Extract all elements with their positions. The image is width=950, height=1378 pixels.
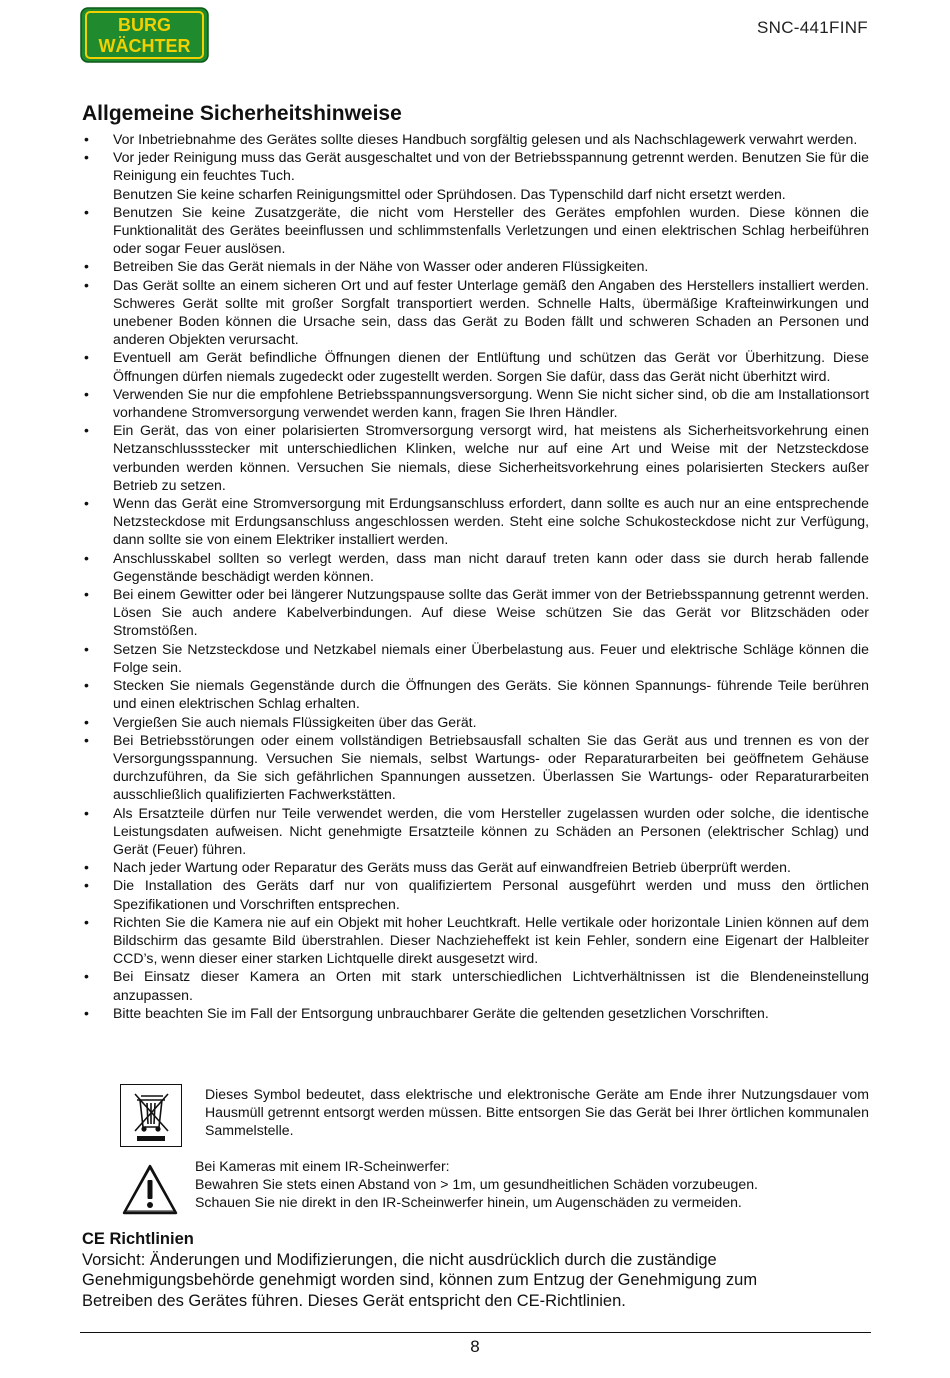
list-item [82,148,869,203]
logo-line-1: BURG [118,15,171,35]
list-item [82,804,869,859]
list-item-text: Nach jeder Wartung oder Reparatur des Geräts muss das Gerät auf einwandfreien Betrieb überprüft werden. [113,859,791,876]
list-item-text: Vor Inbetriebnahme des Gerätes sollte dieses Handbuch sorgfältig gelesen und als Nachschlagewerk verwahrt werden. [113,131,858,147]
list-item-text: Vor jeder Reinigung muss das Gerät ausgeschaltet und von der Betriebsspannung getrennt werden. Benutzen Sie für die Reinigung ein feuchtes Tuch. [113,149,869,184]
list-item-continuation: Benutzen Sie keine scharfen Reinigungsmittel oder Sprühdosen. Das Typenschild darf nicht ersetzt werden. [113,185,786,202]
list-item [82,1004,869,1022]
list-item-text: Betreiben Sie das Gerät niemals in der Nähe von Wasser oder anderen Flüssigkeiten. [113,258,649,275]
list-item [82,640,869,676]
list-item-text: Anschlusskabel sollten so verlegt werden, dass man nicht darauf treten kann oder dass sie durch herab fallende Gegenstände beschädigt werden können. [113,549,869,584]
ir-warning-text [195,1157,875,1212]
list-item-text: Bei einem Gewitter oder bei längerer Nutzungspause sollte das Gerät immer von der Betriebsspannung getrennt werden. Lösen Sie auch andere Kabelverbindungen. Auf diese Weise schützen Sie das Gerät vor Blitzschäden oder Stromstößen. [113,586,869,639]
logo-line-2: WÄCHTER [98,36,191,56]
list-item-text: Vergießen Sie auch niemals Flüssigkeiten über das Gerät. [113,713,477,730]
list-item-text: Als Ersatzteile dürfen nur Teile verwendet werden, die vom Hersteller zugelassen wurden oder solche, die identische Leistungsdaten aufweisen. Nicht genehmigte Ersatzteile können zu Schäden an Personen (elektrischer Schlag) und Gerät (Feuer) führen. [113,804,869,857]
page-number: 8 [470,1337,480,1356]
list-item [82,713,869,731]
list-item [82,257,869,275]
list-item-text: Setzen Sie Netzsteckdose und Netzkabel niemals einer Überbelastung aus. Feuer und elektrische Schläge können die Folge sein. [113,640,869,675]
list-item-text: Das Gerät sollte an einem sicheren Ort und auf fester Unterlage gemäß den Angaben des Herstellers installiert werden. Schweres Gerät sollte mit großer Sorgfalt transportiert werden. Schnelle Halts, übermäßige Krafteinwirkungen und unebener Boden können die Ursache sein, dass das Gerät zu Boden fällt und schweren Schaden an Personen und anderen Objekten verursacht. [113,276,869,348]
model-number: SNC-441FINF [757,18,868,37]
list-item-text: Bitte beachten Sie im Fall der Entsorgung unbrauchbarer Geräte die geltenden gesetzlichen Vorschriften. [113,1004,769,1021]
crossed-out-wheelie-bin-icon [121,1085,181,1146]
list-item [82,549,869,585]
list-item [82,130,869,148]
footer-divider [80,1332,871,1333]
list-item-text: Eventuell am Gerät befindliche Öffnungen dienen der Entlüftung und schützen das Gerät vor Überhitzung. Diese Öffnungen dürfen niemals zugedeckt oder zugestellt werden. Sorgen Sie dafür, dass das Gerät nicht überhitzt wird. [113,349,869,384]
list-item-text: Stecken Sie niemals Gegenstände durch die Öffnungen des Geräts. Sie können Spannungs- führende Teile berühren und einen elektrischen Schlag erhalten. [113,677,869,712]
ce-heading: CE Richtlinien [82,1230,194,1248]
list-item [82,385,869,421]
list-item-text: Die Installation des Geräts darf nur von qualifiziertem Personal ausgeführt werden und muss den örtlichen Spezifikationen und Vorschriften entsprechen. [113,877,869,912]
ir-warning-line-2: Bewahren Sie stets einen Abstand von > 1m, um gesundheitlichen Schäden vorzubeugen. [195,1176,758,1193]
list-item-text: Bei Betriebsstörungen oder einem vollständigen Betriebsausfall schalten Sie das Gerät aus und trennen es von der Versorgungsspannung. Versuchen Sie niemals, selbst Wartungs- oder Reparaturarbeiten bei geöffnetem Gehäuse durchzuführen, da Sie sich gefährlichen Spannungen aussetzen. Überlassen Sie Wartungs- oder Reparaturarbeiten ausschließlich qualifizierten Fachwerkstätten. [113,731,869,803]
warning-triangle-icon [121,1163,179,1216]
ir-warning-line-3: Schauen Sie nie direkt in den IR-Scheinwerfer hinein, um Augenschäden zu vermeiden. [195,1194,742,1211]
list-item [82,913,869,968]
list-item [82,876,869,912]
list-item-text: Richten Sie die Kamera nie auf ein Objekt mit hoher Leuchtkraft. Helle vertikale oder horizontale Linien können auf dem Bildschirm das gesamte Bild überstrahlen. Dieser Nachzieheffekt ist kein Fehler, sondern eine Eigenart der Halbleiter CCD’s, wenn dieser einer starken Lichtquelle direkt ausgesetzt wird. [113,913,869,967]
list-item [82,585,869,640]
list-item [82,494,869,549]
list-item [82,276,869,349]
page-title: Allgemeine Sicherheitshinweise [82,102,402,125]
list-item-text: Benutzen Sie keine Zusatzgeräte, die nicht vom Hersteller des Gerätes empfohlen wurden. Diese können die Funktionalität des Gerätes beeinflussen und schlimmstenfalls Verletzungen und einen elektrischen Schlag herbeiführen oder sogar Feuer auslösen. [113,203,869,257]
weee-disposal-text: Dieses Symbol bedeutet, dass elektrische und elektronische Geräte am Ende ihrer Nutzungsdauer vom Hausmüll getrennt entsorgt werden müssen. Bitte entsorgen Sie das Gerät bei Ihrer örtlichen kommunalen Sammelstelle. [205,1086,869,1139]
weee-symbol [120,1084,182,1147]
safety-instructions-list [82,130,869,1022]
list-item [82,421,869,494]
list-item-text: Ein Gerät, das von einer polarisierten Stromversorgung versorgt wird, hat meistens als Sicherheitsvorkehrung einen Netzanschlussstecker mit unterschiedlichen Klinken, welche nur auf eine Art und Weise mit der Netzsteckdose verbunden werden können. Versuchen Sie niemals, diese Sicherheitsvorkehrung eines polarisierten Steckers außer Betrieb zu setzen. [113,422,869,493]
ce-text: Vorsicht: Änderungen und Modifizierungen, die nicht ausdrücklich durch die zuständige Genehmigungsbehörde genehmigt worden sind, können zum Entzug der Genehmigung zum Betreiben des Gerätes führen. Dieses Gerät entspricht den CE-Richtlinien. [82,1251,758,1310]
list-item-text: Bei Einsatz dieser Kamera an Orten mit stark unterschiedlichen Lichtverhältnissen ist die Blendeneinstellung anzupassen. [113,968,869,1003]
ir-warning-line-1: Bei Kameras mit einem IR-Scheinwerfer: [195,1158,450,1174]
list-item [82,676,869,712]
list-item-text: Wenn das Gerät eine Stromversorgung mit Erdungsanschluss erfordert, dann sollte es auch nur an eine entsprechende Netzsteckdose mit Erdungsanschluss angeschlossen werden. Steht eine solche Schukosteckdose nicht zur Verfügung, dann sollte sie von einem Elektriker installiert werden. [113,495,869,548]
burg-waechter-logo [80,7,209,63]
list-item [82,203,869,258]
list-item [82,731,869,804]
list-item-text: Verwenden Sie nur die empfohlene Betriebsspannungsversorgung. Wenn Sie nicht sicher sind, ob die am Installationsort vorhandene Stromversorgung verwendet werden kann, fragen Sie Ihren Händler. [113,385,869,421]
list-item [82,348,869,384]
list-item [82,967,869,1003]
list-item [82,858,869,876]
